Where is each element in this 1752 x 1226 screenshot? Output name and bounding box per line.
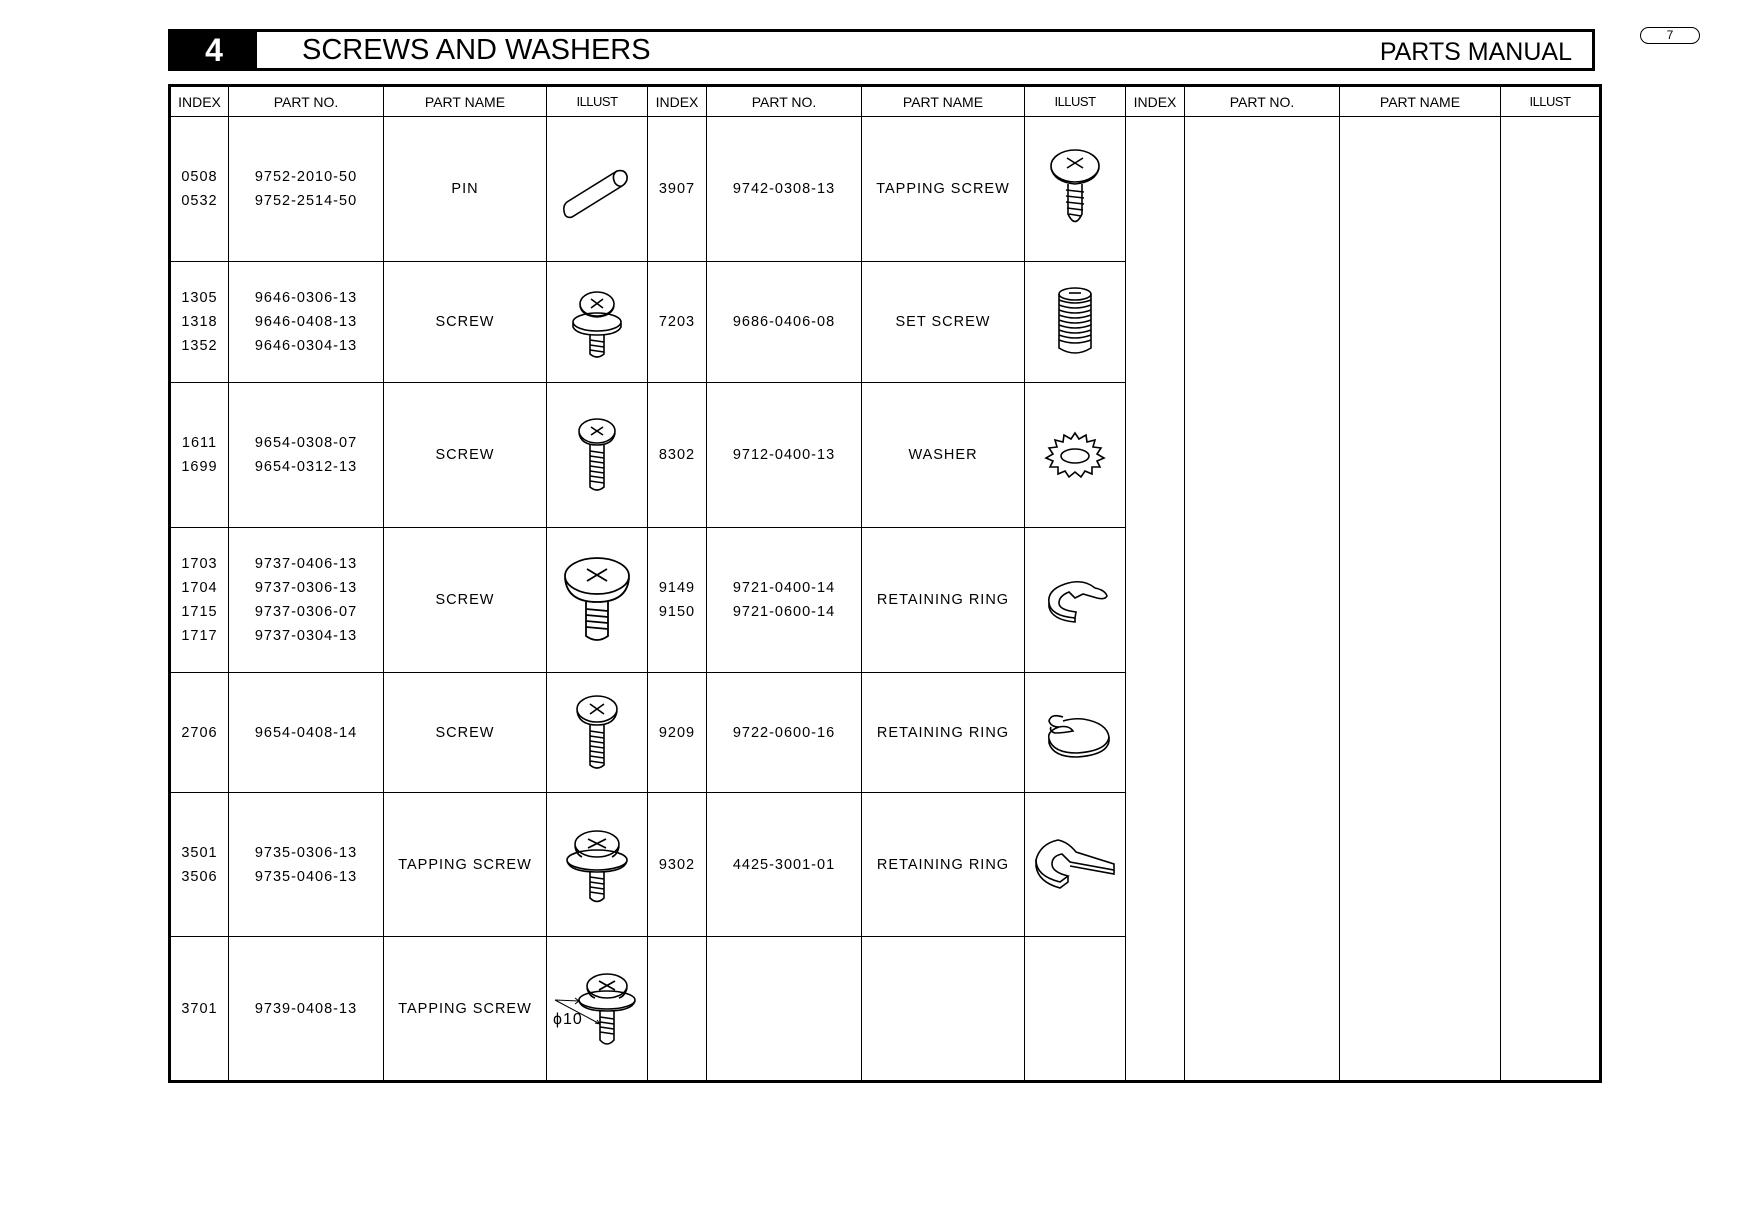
part-no-value: 9742-0308-13 [732,181,836,197]
col-header-part-name: PART NAME [384,86,547,117]
part-name-cell: TAPPING SCREW [862,117,1025,262]
col-header-index: INDEX [170,86,229,117]
illust-cell [547,383,648,528]
part-no-value: 9712-0400-13 [732,447,836,463]
illust-cell [547,262,648,383]
section-number: 4 [171,32,257,68]
part-no-cell [229,117,384,262]
part-no-value: 9735-0406-13 [254,868,358,885]
part-name-cell: SCREW [384,673,547,793]
part-no-value: 9752-2514-50 [254,193,358,209]
pan-screw-icon [567,415,627,495]
page-header [168,29,1595,71]
flange-tapping-screw-icon [560,822,634,908]
index-cell [648,383,707,528]
part-name-cell [862,937,1025,1082]
part-no-cell [707,383,862,528]
part-no-value: 9646-0306-13 [254,290,358,306]
index-value: 3701 [181,1000,218,1017]
index-cell [170,528,229,673]
illust-cell [547,117,648,262]
index-cell [648,673,707,793]
part-no-value: 9735-0306-13 [254,844,358,861]
index-cell [170,937,229,1082]
index-value: 0532 [181,193,218,209]
part-no-value: 9646-0408-13 [254,314,358,330]
index-value: 2706 [181,724,218,741]
index-value: 9302 [658,856,696,873]
index-value: 1305 [181,290,218,306]
index-value: 9209 [658,724,696,741]
col-header-index: INDEX [1126,86,1185,117]
section-title: SCREWS AND WASHERS [302,33,651,66]
part-no-value: 9654-0312-13 [254,459,358,475]
col-header-part-name: PART NAME [1340,86,1501,117]
washer-screw-icon [562,282,632,362]
illust-cell [547,673,648,793]
part-no-value: 9646-0304-13 [254,338,358,354]
part-name-cell: RETAINING RING [862,528,1025,673]
index-cell [170,117,229,262]
part-name-cell: SCREW [384,262,547,383]
part-no-cell [229,673,384,793]
col-header-illust: ILLUST [1501,86,1601,117]
index-value: 9149 [658,580,696,596]
diameter-label: ϕ10 [553,1010,583,1028]
illust-cell [1025,262,1126,383]
index-value: 3907 [658,181,696,197]
part-no-cell [229,383,384,528]
index-value: 0508 [181,169,218,185]
index-value: 1699 [181,459,218,475]
index-value: 3506 [181,868,218,885]
empty-cell [1501,117,1601,1082]
part-no-value: 9737-0406-13 [254,556,358,572]
index-cell [648,937,707,1082]
illust-cell [1025,528,1126,673]
parts-table [168,84,1602,1083]
part-name-cell: SCREW [384,383,547,528]
retaining-clip-icon [1030,830,1120,900]
part-name-cell: WASHER [862,383,1025,528]
empty-cell [1126,117,1185,1082]
part-name-cell: PIN [384,117,547,262]
part-no-value: 9737-0304-13 [254,628,358,644]
col-header-index: INDEX [648,86,707,117]
pin-icon [557,149,637,229]
index-value: 1703 [181,556,218,572]
flange-tapping-screw-dia-icon [549,964,645,1054]
index-cell [648,117,707,262]
empty-cell [1340,117,1501,1082]
e-ring-icon [1035,570,1115,630]
part-no-value: 9722-0600-16 [732,724,836,741]
index-value: 8302 [658,447,696,463]
part-no-value: 9739-0408-13 [254,1000,358,1017]
col-header-part-name: PART NAME [862,86,1025,117]
illust-cell [547,528,648,673]
index-cell [648,262,707,383]
table-header-row [170,86,1601,117]
part-name-cell: RETAINING RING [862,673,1025,793]
toothed-washer-icon [1035,425,1115,485]
col-header-part-no: PART NO. [707,86,862,117]
pan-screw-icon [567,693,627,773]
table-row [170,117,1601,262]
col-header-part-no: PART NO. [229,86,384,117]
part-no-cell [707,673,862,793]
part-name-cell: RETAINING RING [862,793,1025,937]
empty-cell [1185,117,1340,1082]
illust-cell [1025,673,1126,793]
illust-cell [1025,383,1126,528]
part-no-value: 9721-0400-14 [732,580,836,596]
index-value: 7203 [658,314,696,330]
page-number: 7 [1640,27,1700,44]
tapping-screw-icon [1040,144,1110,234]
part-no-value: 9737-0306-13 [254,580,358,596]
illust-cell [547,937,648,1082]
index-cell [170,383,229,528]
index-cell [170,262,229,383]
index-cell [648,528,707,673]
part-no-cell [229,528,384,673]
illust-cell [1025,937,1126,1082]
part-no-cell [229,793,384,937]
index-value: 1352 [181,338,218,354]
index-cell [170,793,229,937]
part-no-value: 9737-0306-07 [254,604,358,620]
part-no-value: 9654-0308-07 [254,435,358,451]
part-no-cell [229,262,384,383]
illust-cell [1025,117,1126,262]
document-type: PARTS MANUAL [1379,37,1572,66]
part-name-cell: SCREW [384,528,547,673]
illust-cell [547,793,648,937]
col-header-part-no: PART NO. [1185,86,1340,117]
c-ring-icon [1033,703,1117,763]
index-value: 1318 [181,314,218,330]
index-value: 1715 [181,604,218,620]
part-no-value: 9721-0600-14 [732,604,836,620]
index-value: 9150 [658,604,696,620]
part-no-cell [707,117,862,262]
part-no-cell [229,937,384,1082]
part-no-value: 9686-0406-08 [732,314,836,330]
part-name-cell: TAPPING SCREW [384,937,547,1082]
truss-screw-icon [557,554,637,646]
set-screw-icon [1045,282,1105,362]
index-value: 1611 [181,435,218,451]
index-value: 1717 [181,628,218,644]
part-name-cell: TAPPING SCREW [384,793,547,937]
illust-cell [1025,793,1126,937]
part-no-value: 4425-3001-01 [732,856,836,873]
col-header-illust: ILLUST [1025,86,1126,117]
index-value: 1704 [181,580,218,596]
index-value: 3501 [181,844,218,861]
part-no-cell [707,528,862,673]
index-cell [648,793,707,937]
part-no-cell [707,793,862,937]
part-name-cell: SET SCREW [862,262,1025,383]
part-no-cell [707,262,862,383]
part-no-value: 9654-0408-14 [254,724,358,741]
part-no-cell [707,937,862,1082]
col-header-illust: ILLUST [547,86,648,117]
part-no-value: 9752-2010-50 [254,169,358,185]
index-cell [170,673,229,793]
